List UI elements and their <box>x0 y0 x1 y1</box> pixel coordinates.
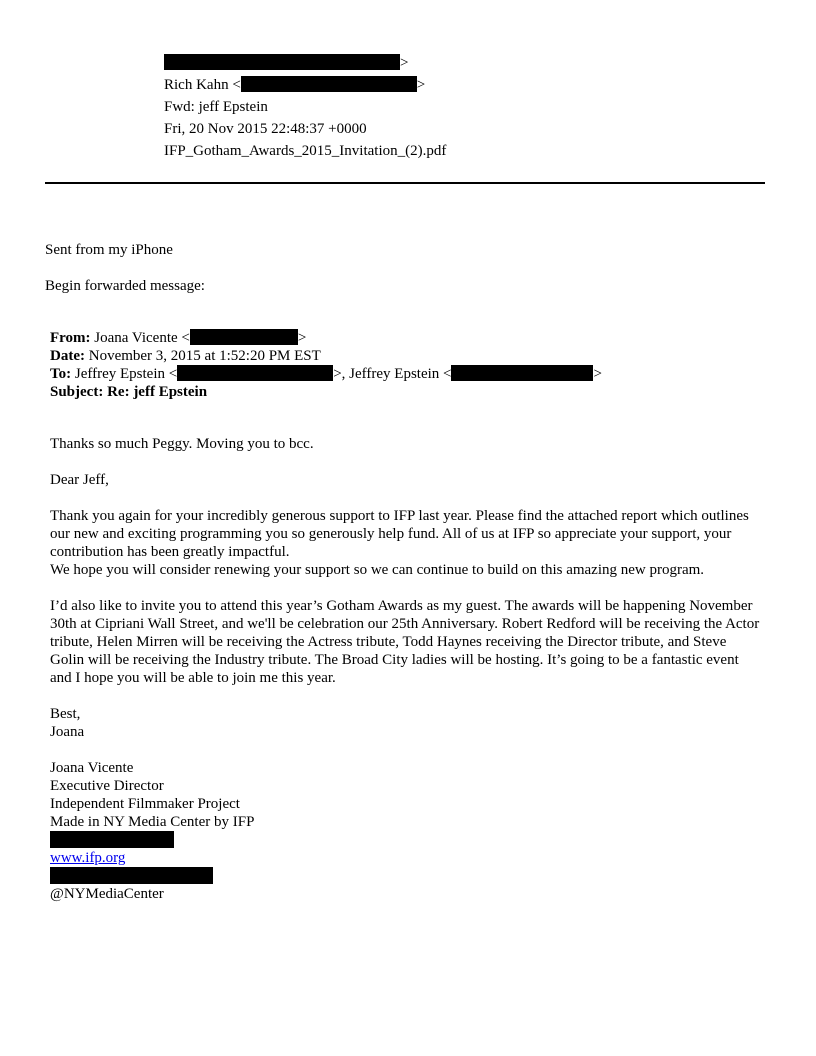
signature-handle: @NYMediaCenter <box>50 886 164 902</box>
begin-forwarded-line: Begin forwarded message: <box>45 278 205 294</box>
fwd-to-mid: >, Jeffrey Epstein < <box>333 366 452 382</box>
fwd-to-row <box>50 365 602 383</box>
header-date-value: Fri, 20 Nov 2015 22:48:37 +0000 <box>164 121 367 137</box>
fwd-subject-label: Subject: Re: jeff Epstein <box>50 384 208 400</box>
header-subject-value: Fwd: jeff Epstein <box>164 99 268 115</box>
body-line1: Thanks so much Peggy. Moving you to bcc. <box>50 436 314 452</box>
body-para1-text: Thank you again for your incredibly generous support to IFP last year. Please find the attached report which outlines our new and exciting programming you so generously help fund. All of us at IFP so appreciate your support, your contribution has been greatly impactful. <box>50 508 749 560</box>
fwd-date-value: November 3, 2015 at 1:52:20 PM EST <box>88 348 321 364</box>
fwd-to-value-1: Jeffrey Epstein < <box>74 366 178 382</box>
redaction-block <box>451 365 593 381</box>
signature-center: Made in NY Media Center by IFP <box>50 814 255 830</box>
fwd-from-value: Joana Vicente < <box>94 330 190 346</box>
signature-name: Joana Vicente <box>50 760 134 776</box>
body-paragraph-1 <box>50 507 770 579</box>
body-greeting: Dear Jeff, <box>50 472 109 488</box>
body-closing-name: Joana <box>50 724 85 740</box>
redaction-block <box>177 365 333 381</box>
fwd-from-suffix: > <box>297 330 307 346</box>
signature-website-row <box>50 849 125 867</box>
fwd-from-label: From: <box>50 330 91 346</box>
redaction-block <box>241 76 417 92</box>
header-to-suffix: > <box>416 77 426 93</box>
signature-org: Independent Filmmaker Project <box>50 796 240 812</box>
body-para2-text: I’d also like to invite you to attend this year’s Gotham Awards as my guest. The awards will be happening November 30th at Cipriani Wall Street, and we'll be celebration our 25th Anniversary. Robert Redford will be receiving the Actor tribute, Helen Mirren will be receiving the Actress tribute, Todd Haynes receiving the Director tribute, and Steve Golin will be receiving the Industry tribute. The Broad City ladies will be hosting. It’s going to be a fantastic event and I hope you will be able to join me this year. <box>50 598 760 686</box>
header-to-name: Rich Kahn < <box>164 77 241 93</box>
redaction-block <box>50 831 174 848</box>
fwd-to-suffix: > <box>593 366 602 382</box>
signature-title: Executive Director <box>50 778 164 794</box>
body-paragraph-2 <box>50 597 762 687</box>
body-closing: Best, <box>50 706 81 722</box>
fwd-from-row <box>50 329 306 347</box>
fwd-date-label: Date: <box>50 348 85 364</box>
fwd-to-label: To: <box>50 366 72 382</box>
redaction-block <box>164 54 400 70</box>
header-to-value <box>164 76 425 94</box>
fwd-subject-row <box>50 383 207 401</box>
header-from-value <box>164 54 408 72</box>
signature-website-link[interactable]: www.ifp.org <box>50 850 126 866</box>
body-para1b-text: We hope you will consider renewing your support so we can continue to build on this amazing new program. <box>50 562 705 578</box>
header-divider <box>45 182 765 184</box>
header-from-suffix: > <box>400 55 409 71</box>
fwd-date-row <box>50 347 321 365</box>
sent-from-line: Sent from my iPhone <box>45 242 173 258</box>
redaction-block <box>50 867 213 884</box>
redaction-block <box>190 329 298 345</box>
header-attachments-value[interactable]: IFP_Gotham_Awards_2015_Invitation_(2).pdf <box>164 143 447 159</box>
